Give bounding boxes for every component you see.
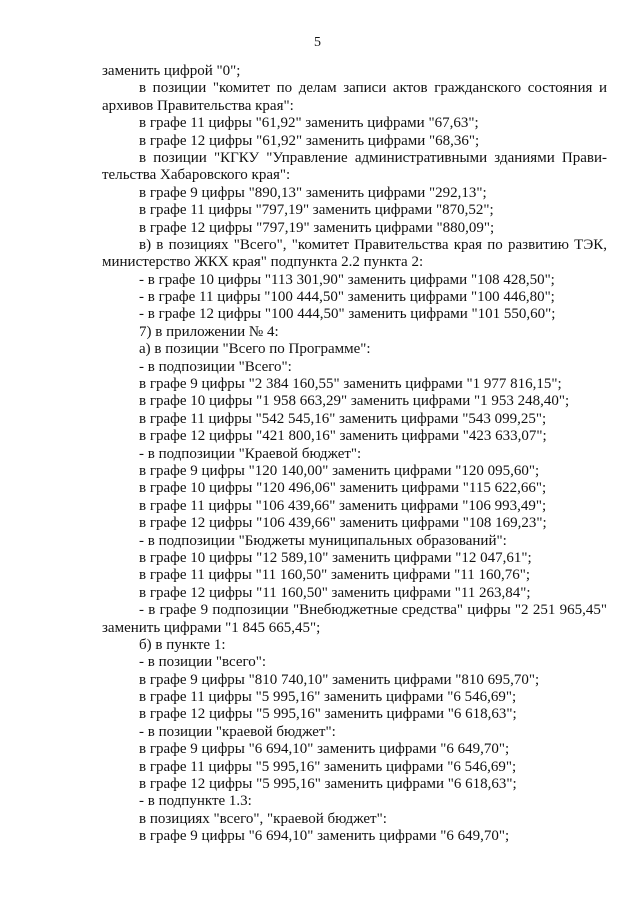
text-line: в графе 12 цифры "11 160,50" заменить цифрами "11 263,84"; [139, 584, 531, 601]
text-line: в графе 12 цифры "421 800,16" заменить цифрами "423 633,07"; [139, 428, 547, 445]
text-line: в графе 9 цифры "120 140,00" заменить цифрами "120 095,60"; [139, 462, 540, 479]
text-line: в графе 9 цифры "6 694,10" заменить цифрами "6 649,70"; [139, 828, 510, 845]
text-line: в позициях "всего", "краевой бюджет": [139, 810, 387, 827]
text-line: архивов Правительства края": [102, 97, 294, 114]
text-line: - в подпозиции "Всего": [139, 358, 292, 375]
text-line: - в позиции "краевой бюджет": [139, 723, 336, 740]
text-line: в графе 9 цифры "2 384 160,55" заменить цифрами "1 977 816,15"; [139, 376, 562, 393]
text-line: в графе 10 цифры "1 958 663,29" заменить цифрами "1 953 248,40"; [139, 393, 570, 410]
text-line: в графе 9 цифры "810 740,10" заменить цифрами "810 695,70"; [139, 671, 540, 688]
text-line: - в подпункте 1.3: [139, 793, 252, 810]
text-line: - в графе 9 подпозиции "Внебюджетные средства" цифры "2 251 965,45" [139, 602, 607, 619]
text-line: в позиции "КГКУ "Управление административными зданиями Прави- [139, 149, 607, 166]
text-line: а) в позиции "Всего по Программе": [139, 341, 371, 358]
text-line: заменить цифрой "0"; [102, 63, 241, 79]
text-line: в позиции "комитет по делам записи актов гражданского состояния и [139, 80, 607, 97]
text-line: - в позиции "всего": [139, 654, 267, 671]
text-line: заменить цифрами "1 845 665,45"; [102, 619, 321, 636]
text-line: в графе 11 цифры "542 545,16" заменить цифрами "543 099,25"; [139, 410, 547, 427]
text-line: в графе 12 цифры "5 995,16" заменить цифрами "6 618,63"; [139, 776, 517, 793]
text-line: - в графе 10 цифры "113 301,90" заменить цифрами "108 428,50"; [139, 271, 555, 288]
text-line: в графе 11 цифры "797,19" заменить цифрами "870,52"; [139, 202, 494, 219]
text-line: - в графе 11 цифры "100 444,50" заменить цифрами "100 446,80"; [139, 289, 555, 306]
text-line: в графе 11 цифры "11 160,50" заменить цифрами "11 160,76"; [139, 567, 530, 584]
text-line: в графе 10 цифры "12 589,10" заменить цифрами "12 047,61"; [139, 549, 532, 566]
text-line: в графе 9 цифры "6 694,10" заменить цифрами "6 649,70"; [139, 741, 510, 758]
text-line: в графе 10 цифры "120 496,06" заменить цифрами "115 622,66"; [139, 480, 547, 497]
text-line: б) в пункте 1: [139, 636, 226, 653]
text-line: - в подпозиции "Бюджеты муниципальных образований": [139, 532, 507, 549]
text-line: в графе 11 цифры "61,92" заменить цифрами "67,63"; [139, 115, 479, 132]
text-line: в графе 12 цифры "61,92" заменить цифрами "68,36"; [139, 132, 480, 149]
page-number: 5 [314, 35, 321, 50]
text-line: в графе 12 цифры "106 439,66" заменить цифрами "108 169,23"; [139, 515, 547, 532]
text-line: тельства Хабаровского края": [102, 167, 291, 184]
text-line: в графе 11 цифры "5 995,16" заменить цифрами "6 546,69"; [139, 689, 517, 706]
text-line: в графе 11 цифры "106 439,66" заменить цифрами "106 993,49"; [139, 497, 547, 514]
text-line: в графе 12 цифры "5 995,16" заменить цифрами "6 618,63"; [139, 706, 517, 723]
text-line: в графе 12 цифры "797,19" заменить цифрами "880,09"; [139, 219, 495, 236]
text-line: 7) в приложении № 4: [139, 323, 279, 340]
text-line: - в подпозиции "Краевой бюджет": [139, 445, 362, 462]
text-line: министерство ЖКХ края" подпункта 2.2 пункта 2: [102, 254, 424, 271]
text-line: в графе 9 цифры "890,13" заменить цифрами "292,13"; [139, 184, 487, 201]
text-line: в графе 11 цифры "5 995,16" заменить цифрами "6 546,69"; [139, 758, 517, 775]
text-line: в) в позициях "Всего", "комитет Правительства края по развитию ТЭК, [139, 236, 607, 253]
text-line: - в графе 12 цифры "100 444,50" заменить цифрами "101 550,60"; [139, 306, 556, 323]
document-body [102, 63, 607, 846]
